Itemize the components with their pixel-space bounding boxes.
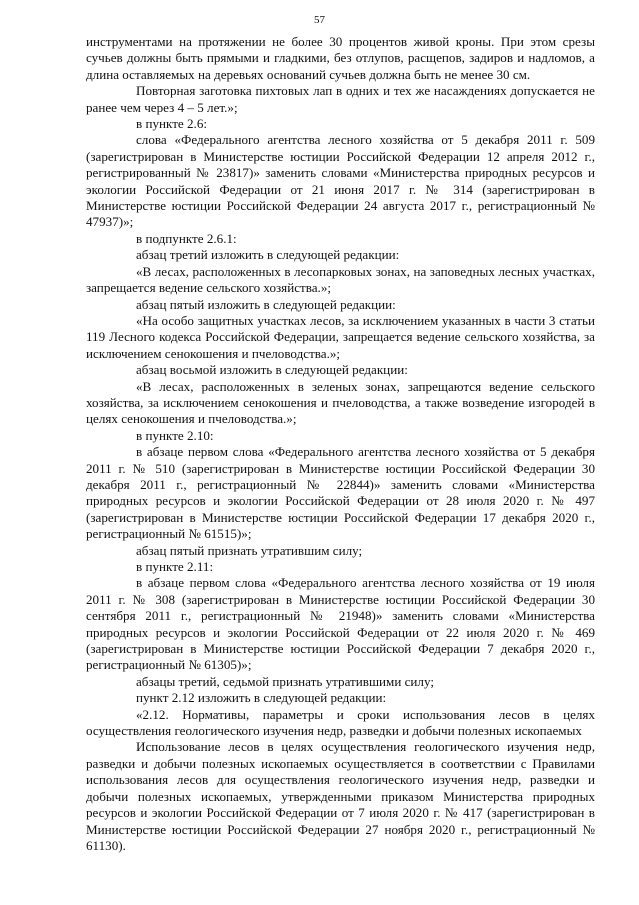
paragraph-7: «В лесах, расположенных в лесопарковых зонах, на заповедных лесных участках, запрещается ведение сельского хозяйства.»; — [86, 263, 595, 296]
paragraph-10: абзац восьмой изложить в следующей редакции: — [136, 362, 408, 378]
paragraph-9: «На особо защитных участках лесов, за исключением указанных в части 3 статьи 119 Лесного кодекса Российской Федерации, запрещается ведение сельского хозяйства, за исключением сенокошения и пчеловодства.»; — [86, 312, 595, 361]
document-body — [86, 34, 595, 854]
paragraph-6: абзац третий изложить в следующей редакции: — [136, 247, 400, 263]
paragraph-5: в подпункте 2.6.1: — [136, 230, 237, 246]
paragraph-1: инструментами на протяжении не более 30 процентов живой кроны. При этом срезы сучьев должны быть прямыми и гладкими, без отлупов, расщепов, задиров и надломов, а длина оставляемых на деревьях оснований сучьев должна быть не менее 30 см. — [86, 34, 595, 82]
paragraph-19: «2.12. Нормативы, параметры и сроки использования лесов в целях осуществления геологического изучения недр, разведки и добычи полезных ископаемых — [86, 706, 595, 739]
paragraph-3: в пункте 2.6: — [136, 116, 208, 132]
page-number: 57 — [314, 14, 325, 26]
paragraph-14: абзац пятый признать утратившим силу; — [136, 542, 363, 558]
paragraph-11: «В лесах, расположенных в зеленых зонах, запрещаются ведение сельского хозяйства, за исключением сенокошения и пчеловодства, а также возведение изгородей в целях сенокошения и пчеловодства.»; — [86, 378, 595, 427]
paragraph-8: абзац пятый изложить в следующей редакции: — [136, 296, 396, 312]
paragraph-17: абзацы третий, седьмой признать утратившими силу; — [136, 673, 434, 689]
paragraph-15: в пункте 2.11: — [136, 559, 214, 574]
paragraph-4: слова «Федерального агентства лесного хозяйства от 5 декабря 2011 г. 509 (зарегистрирован в Министерстве юстиции Российской Федерации 12 апреля 2012 г., регистрированный № 23817)» заменить словами «Министерства природных ресурсов и экологии Российской Федерации от 21 июня 2017 г. № 314 (зарегистрирован в Министерстве юстиции Российской Федерации 24 августа 2017 г., регистрационный № 47937)»; — [86, 132, 595, 230]
paragraph-2: Повторная заготовка пихтовых лап в одних и тех же насаждениях допускается не ранее чем через 4 – 5 лет.»; — [86, 83, 595, 115]
paragraph-12: в пункте 2.10: — [136, 427, 214, 443]
paragraph-16: в абзаце первом слова «Федерального агентства лесного хозяйства от 19 июля 2011 г. № 308 (зарегистрирован в Министерстве юстиции Российской Федерации 30 сентября 2011 г., регистрационный № 21948)» заменить словами «Министерства природных ресурсов и экологии Российской Федерации от 22 июля 2020 г. № 469 (зарегистрирован в Министерстве юстиции Российской Федерации 7 декабря 2020 г., регистрационный № 61305)»; — [86, 575, 595, 673]
paragraph-18: пункт 2.12 изложить в следующей редакции: — [136, 690, 387, 706]
paragraph-13: в абзаце первом слова «Федерального агентства лесного хозяйства от 5 декабря 2011 г. № 510 (зарегистрирован в Министерстве юстиции Российской Федерации 30 декабря 2011 г., регистрационный № 22844)» заменить словами «Министерства природных ресурсов и экологии Российской Федерации от 28 июля 2020 г. № 497 (зарегистрирован в Министерстве юстиции Российской Федерации 17 декабря 2020 г., регистрационный № 61515)»; — [86, 444, 595, 542]
paragraph-20: Использование лесов в целях осуществления геологического изучения недр, разведки и добычи полезных ископаемых осуществляется в соответствии с Правилами использования лесов для осуществления геологического изучения недр, разведки и добычи полезных ископаемых, утвержденными приказом Министерства природных ресурсов и экологии Российской Федерации от 7 июля 2020 г. № 417 (зарегистрирован в Министерстве юстиции Российской Федерации 27 ноября 2020 г., регистрационный № 61130). — [86, 739, 595, 853]
